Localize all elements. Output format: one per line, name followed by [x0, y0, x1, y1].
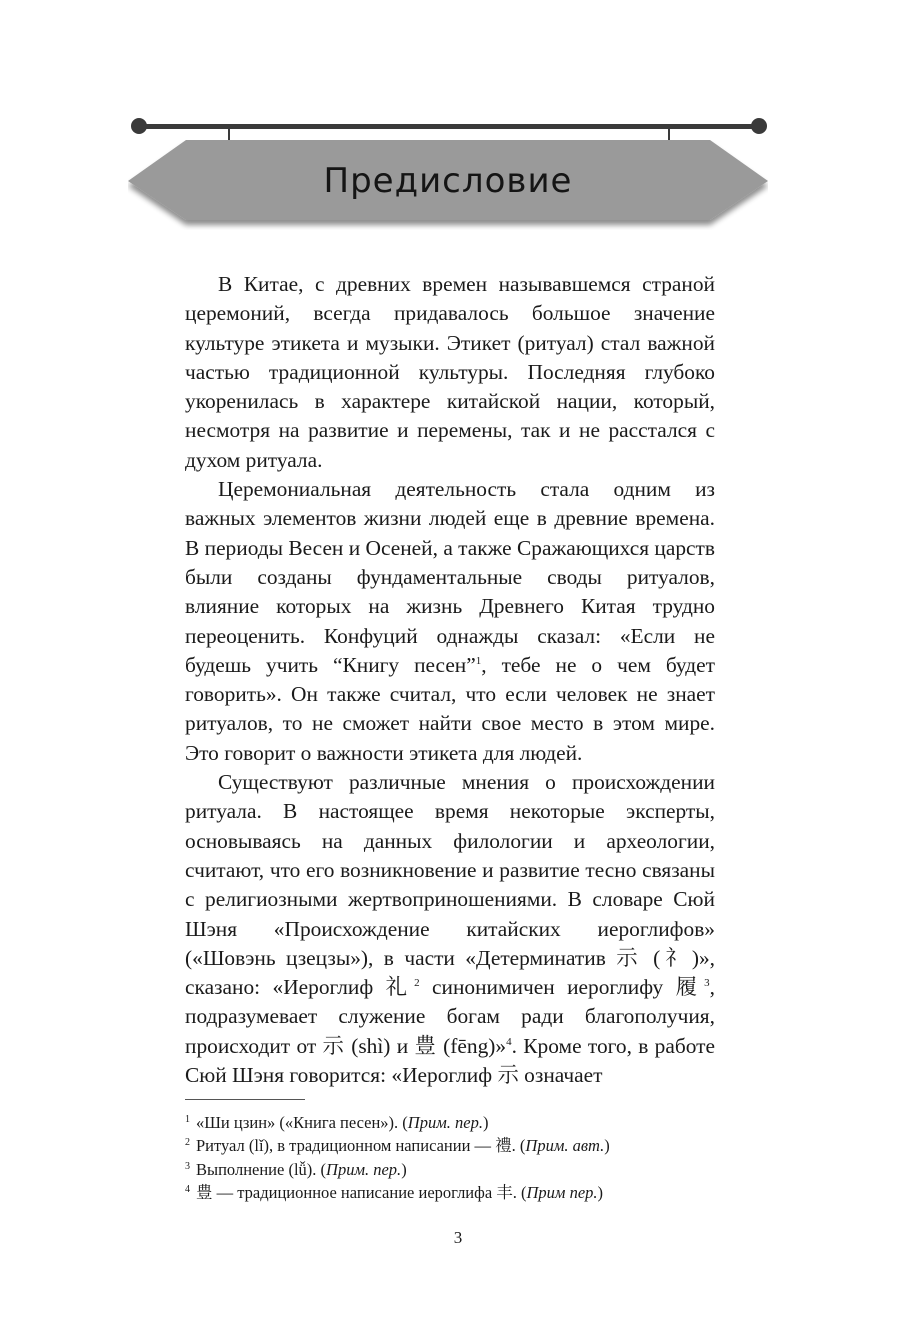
chapter-title: Предисловие — [323, 161, 573, 201]
footnote-3-note: Прим. пер. — [326, 1159, 402, 1179]
paragraph-3-text-a: Существуют различные мнения о происхождении ритуала. В настоящее время некоторые эксперты, основываясь на данных филологии и археологии, считают, что его возникновение и развитие тесно связаны с религиозными жертвоприношениями. В словаре Сюй Шэня «Происхождение китайских иероглифов» («Шовэнь цзецзы»), в части «Детерминатив 示 (礻)», сказано: «Иероглиф 礼 — [185, 770, 715, 1000]
footnote-1-note: Прим. пер. — [407, 1113, 483, 1132]
page-number: 3 — [453, 1228, 463, 1247]
footnote-3 — [185, 1158, 715, 1181]
paragraph-3-text-c: , подразумевает служение богам ради благополучия, происходит от 示 (shì) и 豊 (fēng)» — [185, 975, 715, 1058]
footnote-4-text: 豊 — традиционное написание иероглифа 丰. ( — [196, 1183, 527, 1203]
rod-end-left — [131, 118, 147, 134]
footnote-ref-3[interactable]: 3 — [704, 977, 710, 990]
footnote-4 — [185, 1181, 715, 1204]
footnote-2-close: ) — [604, 1136, 610, 1156]
paragraph-2-text-b: , тебе не о чем будет говорить». Он также считал, что если человек не знает ритуалов, то не сможет найти свое место в этом мире. Это говорит о важности этикета для людей. — [185, 652, 715, 765]
footnote-3-number: 3 — [185, 1160, 190, 1172]
footnote-4-close: ) — [597, 1183, 604, 1203]
footnote-2 — [185, 1134, 715, 1157]
paragraph-1-text: В Китае, с древних времен называвшемся страной церемоний, всегда придавалось большое значение культуре этикета и музыки. Этикет (ритуал) стал важной частью традиционной культуры. Последняя глубоко укоренилась в характере китайской нации, который, несмотря на развитие и перемены, так и не расстался с духом ритуала. — [185, 272, 715, 472]
paragraph-3-text-b: синонимичен иероглифу 履 — [419, 975, 705, 1000]
footnote-1-number: 1 — [185, 1114, 190, 1125]
footnote-2-number: 2 — [185, 1137, 190, 1149]
footnote-ref-2[interactable]: 2 — [414, 977, 420, 990]
footnote-ref-4[interactable]: 4 — [506, 1035, 512, 1048]
footnote-3-close: ) — [401, 1159, 407, 1179]
banner-rod — [138, 124, 760, 129]
footnote-1-text: «Ши цзин» («Книга песен»). ( — [196, 1113, 408, 1132]
paragraph-2 — [185, 475, 715, 768]
footnote-1-close: ) — [482, 1113, 489, 1132]
paragraph-3 — [185, 768, 715, 1090]
footnote-3-text: Выполнение (lǚ). ( — [196, 1159, 327, 1179]
footnotes — [185, 1111, 715, 1205]
body-text — [185, 270, 715, 1090]
rod-end-right — [751, 118, 767, 134]
paragraph-1 — [185, 270, 715, 475]
paragraph-3-text-d: . Кроме того, в работе Сюй Шэня говорится: «Иероглиф 示 означает — [185, 1033, 715, 1088]
paragraph-2-text-a: Церемониальная деятельность стала одним из важных элементов жизни людей еще в древние времена. В периоды Весен и Осеней, а также Сражающихся царств были созданы фундаментальные своды ритуалов, влияние которых на жизнь Древнего Китая трудно переоценить. Конфуций однажды сказал: «Если не будешь учить “Книгу песен” — [185, 477, 715, 677]
footnote-1 — [185, 1111, 715, 1134]
chapter-banner — [128, 140, 768, 222]
footnote-4-number: 4 — [185, 1184, 190, 1196]
footnote-ref-1[interactable]: 1 — [475, 654, 482, 667]
footnote-2-text: Ритуал (lǐ), в традиционном написании — 禮. ( — [196, 1136, 526, 1156]
footnote-4-note: Прим пер. — [526, 1183, 598, 1203]
footnote-separator — [185, 1099, 305, 1100]
footnote-2-note: Прим. авт. — [525, 1136, 605, 1156]
